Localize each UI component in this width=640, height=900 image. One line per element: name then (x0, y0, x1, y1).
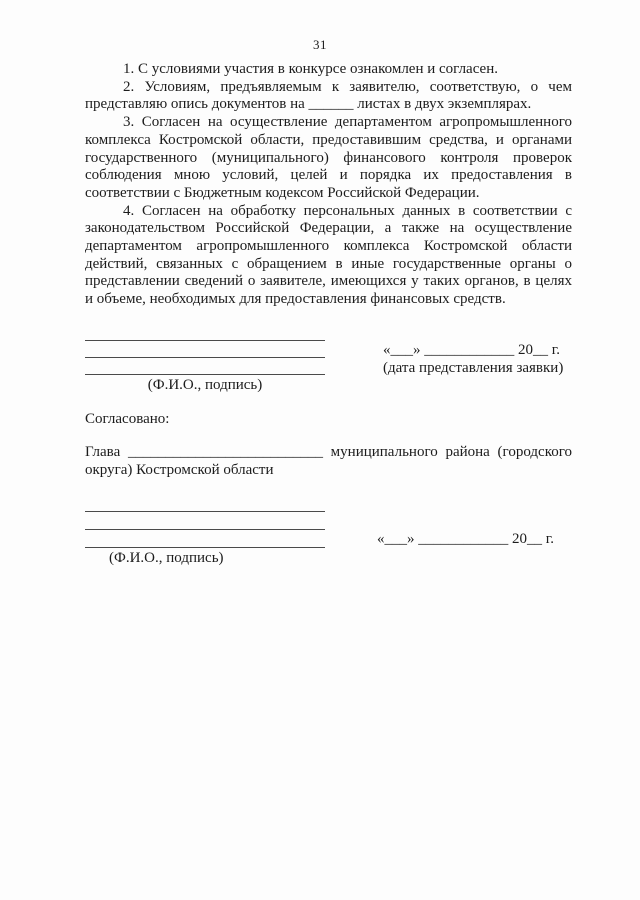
date-blank-line: «___» ____________ 20__ г. (383, 342, 560, 358)
head-of-district-line: Глава __________________________ муниципального района (городского округа) Костромской области (85, 444, 572, 478)
approval-date-block (377, 531, 554, 549)
signature-block-applicant (85, 324, 325, 394)
fio-signature-label: (Ф.И.О., подпись) (147, 377, 263, 393)
signature-blank-line (85, 358, 325, 375)
body-text (85, 61, 572, 309)
signature-block-head (85, 494, 325, 567)
signature-blank-line (85, 341, 325, 358)
signature-blank-line (85, 324, 325, 341)
date-blank-line: «___» ____________ 20__ г. (377, 531, 554, 547)
signature-blank-line (85, 530, 325, 548)
application-date-label: (дата представления заявки) (383, 359, 564, 376)
paragraph-consent-4: 4. Согласен на обработку персональных данных в соответствии с законодательством Российской Федерации, а также на осуществление департаментом агропромышленного комплекса Костромской области действий, связанных с обращением в иные государственные органы о представлении сведений о заявителе, имеющихся у таких органов, в целях и объеме, необходимых для предоставления финансовых средств. (85, 202, 572, 308)
signature-blank-line (85, 494, 325, 512)
application-date-block (383, 342, 563, 377)
paragraph-consent-1: 1. С условиями участия в конкурсе ознакомлен и согласен. (123, 61, 498, 77)
paragraph-consent-3: 3. Согласен на осуществление департаментом агропромышленного комплекса Костромской области, предоставившим средства, и органами государственного (муниципального) финансового контроля проверок соблюдения мною условий, целей и порядка их предоставления в соответствии с Бюджетным кодексом Российской Федерации. (85, 114, 572, 201)
approval-heading: Согласовано: (85, 411, 170, 427)
fio-signature-label: (Ф.И.О., подпись) (109, 550, 224, 566)
paragraph-consent-2: 2. Условиям, предъявляемым к заявителю, соответствую, о чем представляю опись документов на ______ листах в двух экземплярах. (85, 78, 572, 113)
page-number: 31 (313, 37, 327, 52)
signature-blank-line (85, 512, 325, 530)
